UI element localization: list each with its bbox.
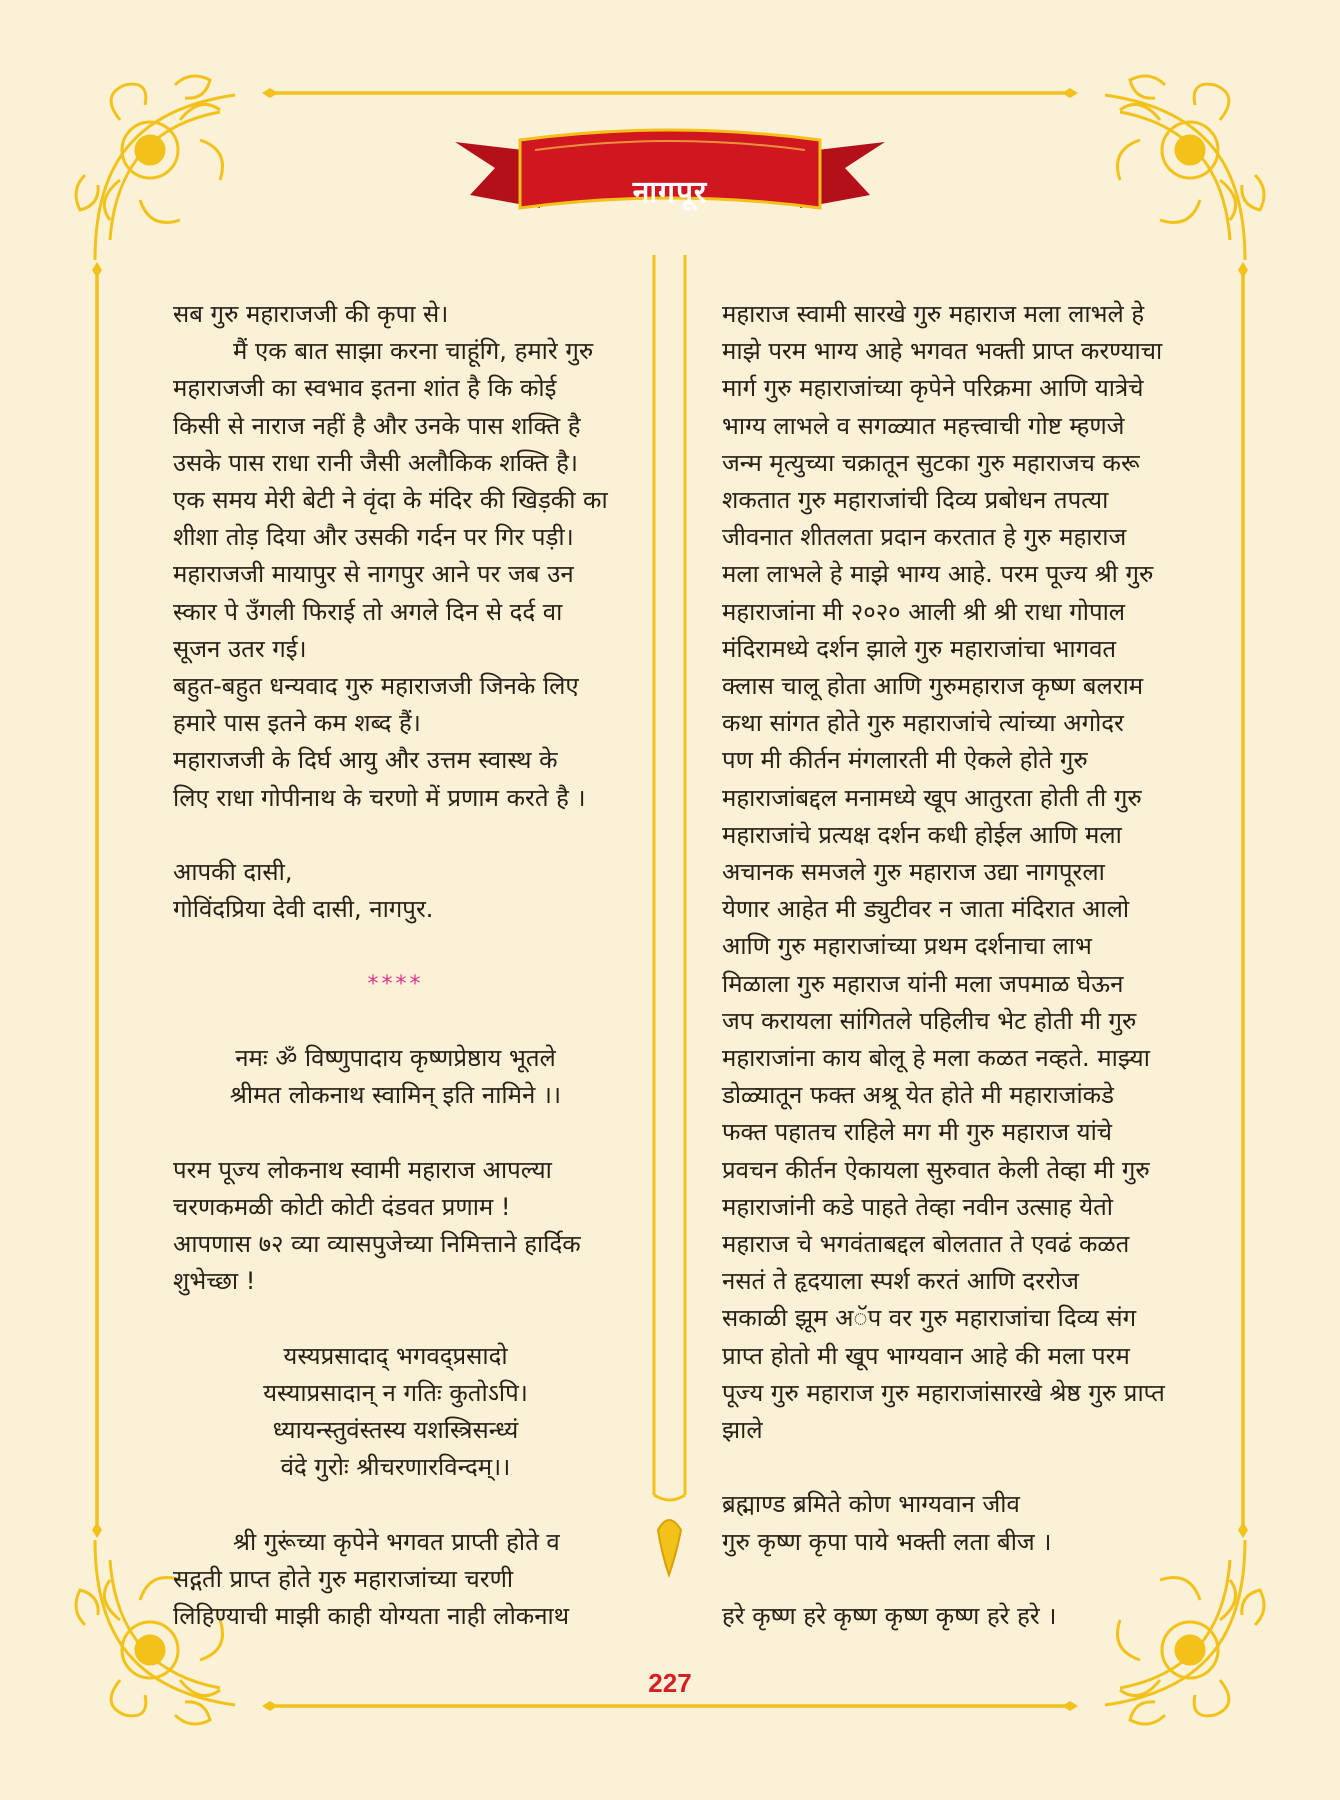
verse-line: यस्याप्रसादान् न गतिः कुतोऽपि। — [263, 1378, 528, 1407]
text-line: महाराज चे भगवंताबद्दल बोलतात ते एवढं कळत — [722, 1230, 1130, 1259]
text-line: फक्त पहातच राहिले मग मी गुरु महाराज यांचे — [722, 1118, 1113, 1147]
couplet-line: ब्रह्माण्ड ब्रमिते कोण भाग्यवान जीव — [722, 1490, 1020, 1519]
text-line: अचानक समजले गुरु महाराज उद्या नागपूरला — [722, 858, 1105, 887]
text-line: महाराजांबद्दल मनामध्ये खूप आतुरता होती ती गुरु — [722, 783, 1142, 812]
text-line: मिळाला गुरु महाराज यांनी मला जपमाळ घेऊन — [722, 969, 1124, 998]
text-line: महाराजांना काय बोलू हे मला कळत नव्हते. माझ्या — [722, 1044, 1150, 1073]
text-line: महाराजांचे प्रत्यक्ष दर्शन कधी होईल आणि मला — [722, 820, 1122, 849]
verse-line: ध्यायन्स्तुवंस्तस्य यशस्त्रिसन्ध्यं — [272, 1416, 519, 1445]
left-column — [173, 296, 618, 1635]
text-line: सूजन उतर गई। — [173, 634, 307, 663]
separator-stars: **** — [367, 971, 424, 997]
text-line: झाले — [722, 1416, 763, 1445]
text-line: उसके पास राधा रानी जैसी अलौकिक शक्ति है। — [173, 448, 578, 477]
text-line: महाराजजी का स्वभाव इतना शांत है कि कोई — [173, 374, 557, 403]
text-line: लिहिण्याची माझी काही योग्यता नाही लोकनाथ — [173, 1602, 570, 1631]
text-line: एक समय मेरी बेटी ने वृंदा के मंदिर की खिड़की का — [173, 486, 608, 515]
text-line: आपणास ७२ व्या व्यासपुजेच्या निमित्ताने हार्दिक — [173, 1230, 581, 1259]
text-line: भाग्य लाभले व सगळ्यात महत्त्वाची गोष्ट म्हणजे — [722, 411, 1125, 440]
text-line: किसी से नाराज नहीं है और उनके पास शक्ति है — [173, 411, 581, 440]
text-line: येणार आहेत मी ड्युटीवर न जाता मंदिरात आलो — [722, 895, 1130, 924]
page-title: नागपूर — [632, 174, 708, 210]
text-line: शकतात गुरु महाराजांची दिव्य प्रबोधन तपत्या — [722, 486, 1109, 515]
text-line: बहुत-बहुत धन्यवाद गुरु महाराजजी जिनके लिए — [173, 672, 579, 701]
text-line: माझे परम भाग्य आहे भगवत भक्ती प्राप्त करण्याचा — [722, 337, 1163, 366]
text-line: महाराज स्वामी सारखे गुरु महाराज मला लाभले हे — [722, 300, 1145, 328]
text-line: परम पूज्य लोकनाथ स्वामी महाराज आपल्या — [173, 1155, 552, 1184]
text-line: महाराजांनी कडे पाहते तेव्हा नवीन उत्साह येतो — [722, 1192, 1114, 1221]
page-number: 227 — [648, 1668, 692, 1698]
text-line: महाराजांना मी २०२० आली श्री श्री राधा गोपाल — [722, 597, 1126, 626]
text-line: नसतं ते हृदयाला स्पर्श करतं आणि दररोज — [722, 1267, 1079, 1296]
text-line: महाराजजी के दिर्घ आयु और उत्तम स्वास्थ के — [173, 746, 558, 775]
text-line: मला लाभले हे माझे भाग्य आहे. परम पूज्य श्री गुरु — [722, 560, 1154, 589]
text-line: प्रवचन कीर्तन ऐकायला सुरुवात केली तेव्हा मी गुरु — [722, 1155, 1150, 1184]
text-line: जन्म मृत्युच्या चक्रातून सुटका गुरु महाराजच करू — [722, 448, 1140, 477]
verse-line: यस्यप्रसादाद् भगवद्प्रसादो — [283, 1341, 508, 1370]
text-line: आणि गुरु महाराजांच्या प्रथम दर्शनाचा लाभ — [722, 932, 1092, 961]
text-line: पण मी कीर्तन मंगलारती मी ऐकले होते गुरु — [722, 746, 1088, 775]
mantra-line: नमः ॐ विष्णुपादाय कृष्णप्रेष्ठाय भूतले — [235, 1044, 556, 1073]
text-line: मैं एक बात साझा करना चाहूंगि, हमारे गुरु — [233, 337, 594, 366]
text-line: मंदिरामध्ये दर्शन झाले गुरु महाराजांचा भागवत — [722, 634, 1117, 663]
verse-line: वंदे गुरोः श्रीचरणारविन्दम्।। — [280, 1453, 511, 1482]
text-line: सब गुरु महाराजजी की कृपा से। — [173, 300, 449, 328]
right-column — [722, 296, 1170, 1635]
closing-text: आपकी दासी, — [173, 858, 293, 887]
text-line: क्लास चालू होता आणि गुरुमहाराज कृष्ण बलराम — [722, 672, 1144, 701]
text-line: चरणकमळी कोटी कोटी दंडवत प्रणाम ! — [173, 1192, 511, 1221]
text-line: लिए राधा गोपीनाथ के चरणो में प्रणाम करते है । — [173, 783, 586, 812]
text-line: महाराजजी मायापुर से नागपुर आने पर जब उन — [173, 560, 574, 589]
text-line: कथा सांगत होते गुरु महाराजांचे त्यांच्या अगोदर — [722, 709, 1124, 738]
text-line: शीशा तोड़ दिया और उसकी गर्दन पर गिर पड़ी। — [173, 523, 574, 552]
text-line: श्री गुरूंच्या कृपेने भगवत प्राप्ती होते व — [233, 1527, 560, 1556]
text-line: सद्गती प्राप्त होते गुरु महाराजांच्या चरणी — [173, 1564, 514, 1593]
final-chant: हरे कृष्ण हरे कृष्ण कृष्ण कृष्ण हरे हरे । — [722, 1602, 1057, 1631]
text-line: हमारे पास इतने कम शब्द हैं। — [173, 709, 421, 738]
couplet-line: गुरु कृष्ण कृपा पाये भक्ती लता बीज । — [722, 1527, 1052, 1556]
text-line: सकाळी झूम अॅप वर गुरु महाराजांचा दिव्य संग — [722, 1304, 1137, 1333]
mantra-line: श्रीमत लोकनाथ स्वामिन् इति नामिने ।। — [229, 1081, 562, 1110]
text-line: मार्ग गुरु महाराजांच्या कृपेने परिक्रमा आणि यात्रेचे — [722, 374, 1144, 403]
text-line: जप करायला सांगितले पहिलीच भेट होती मी गुरु — [722, 1006, 1137, 1035]
text-line: स्कार पे उँगली फिराई तो अगले दिन से दर्द वा — [173, 597, 563, 626]
signature: गोविंदप्रिया देवी दासी, नागपुर. — [173, 895, 434, 924]
text-line: शुभेच्छा ! — [173, 1267, 256, 1296]
text-line: प्राप्त होतो मी खूप भाग्यवान आहे की मला परम — [722, 1341, 1130, 1370]
text-line: डोळ्यातून फक्त अश्रू येत होते मी महाराजांकडे — [722, 1081, 1114, 1110]
text-line: पूज्य गुरु महाराज गुरु महाराजांसारखे श्रेष्ठ गुरु प्राप्त — [722, 1378, 1165, 1407]
text-line: जीवनात शीतलता प्रदान करतात हे गुरु महाराज — [722, 523, 1127, 552]
